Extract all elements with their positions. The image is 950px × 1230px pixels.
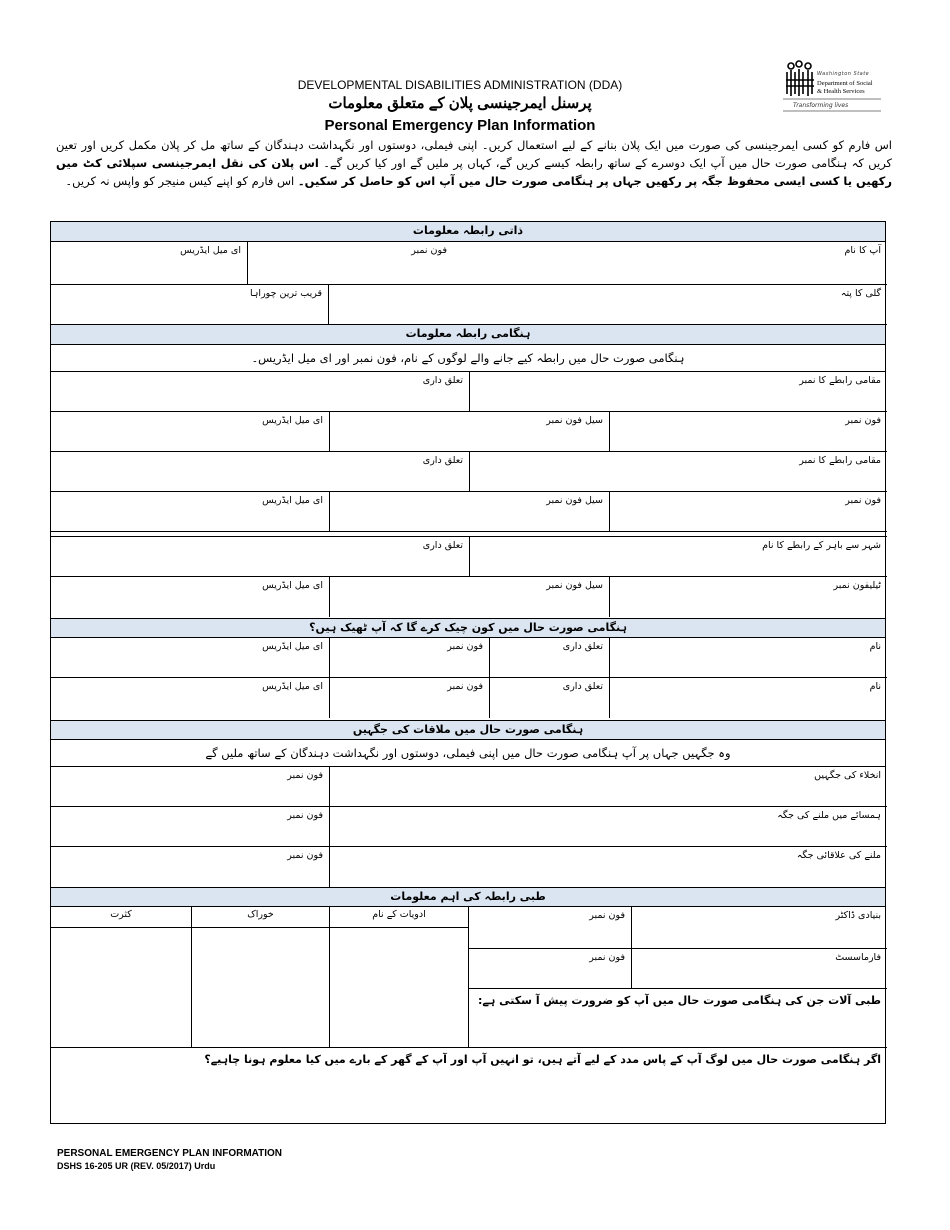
personal-section-header xyxy=(51,222,885,242)
neighborhood-label: ہمسائے میں ملنے کی جگہ xyxy=(777,810,881,821)
relationship-label: تعلق داری xyxy=(562,641,603,652)
personal-section-title: ذاتی رابطہ معلومات xyxy=(412,224,524,237)
email-label: ای میل ایڈریس xyxy=(180,245,241,256)
name-label: نام xyxy=(869,681,881,692)
relationship-label: تعلق داری xyxy=(422,375,463,386)
local-contact-label: مقامی رابطے کا نمبر xyxy=(799,455,881,466)
email-label: ای میل ایڈریس xyxy=(262,641,323,652)
doctor-phone-field[interactable] xyxy=(469,907,631,949)
phone-1-field[interactable] xyxy=(609,412,887,452)
telephone-label: ٹیلیفون نمبر xyxy=(833,580,881,591)
pharmacist-label: فارماسسٹ xyxy=(835,952,881,963)
email-2-field[interactable] xyxy=(51,492,329,532)
emergency-contacts-header xyxy=(51,325,885,345)
phone-field[interactable] xyxy=(247,242,453,285)
email-label: ای میل ایڈریس xyxy=(262,495,323,506)
meeting-places-header xyxy=(51,720,885,740)
medication-name-column[interactable] xyxy=(329,907,469,1047)
helpers-label: اگر ہنگامی صورت حال میں لوگ آپ کے پاس مدد کے لیے آتے ہیں، تو انہیں آپ اور آپ کے گھر کے بارے میں کیا معلوم ہونا چاہیے؟ xyxy=(204,1053,881,1066)
regional-place-field[interactable] xyxy=(329,847,887,887)
page-title-english: Personal Emergency Plan Information xyxy=(324,117,596,134)
emergency-contacts-subtitle: ہنگامی صورت حال میں رابطہ کیے جانے والے لوگوں کے نام، فون نمبر اور ای میل ایڈریس۔ xyxy=(51,345,885,372)
intro-paragraph xyxy=(56,136,892,190)
relationship-3-field[interactable] xyxy=(51,537,469,577)
local-contact-1-field[interactable] xyxy=(469,372,887,412)
medical-title: طبی رابطہ کی اہم معلومات xyxy=(390,890,546,903)
out-of-town-label: شہر سے باہر کے رابطے کا نام xyxy=(762,540,881,551)
meeting-places-title: ہنگامی صورت حال میں ملاقات کی جگہیں xyxy=(352,723,584,736)
checker-1-email-field[interactable] xyxy=(51,638,329,678)
telephone-3-field[interactable] xyxy=(609,577,887,617)
phone-label: فون نمبر xyxy=(447,641,483,652)
checker-1-name-field[interactable] xyxy=(609,638,887,678)
address-field[interactable] xyxy=(329,285,887,325)
name-label: نام xyxy=(869,641,881,652)
checker-1-relationship-field[interactable] xyxy=(489,638,609,678)
footer-form-number: DSHS 16-205 UR (REV. 05/2017) Urdu xyxy=(57,1161,216,1171)
regional-label: ملنے کی علاقائی جگہ xyxy=(796,850,881,861)
evacuation-phone-field[interactable] xyxy=(51,767,329,807)
local-contact-2-field[interactable] xyxy=(469,452,887,492)
intro-text-3: اس فارم کو اپنے کیس منیجر کو واپس نہ کریں۔ xyxy=(65,174,295,188)
local-contact-label: مقامی رابطے کا نمبر xyxy=(799,375,881,386)
name-field[interactable] xyxy=(453,242,887,285)
relationship-1-field[interactable] xyxy=(51,372,469,412)
logo-dept-line1: Department of Social xyxy=(817,80,873,87)
phone-label: فون نمبر xyxy=(287,850,323,861)
regional-phone-field[interactable] xyxy=(51,847,329,887)
meeting-places-subtitle: وہ جگہیں جہاں پر آپ ہنگامی صورت حال میں اپنی فیملی، دوستوں اور نگہداشت دہندگان کے ساتھ ملیں گے xyxy=(51,740,885,767)
phone-label: فون نمبر xyxy=(411,245,447,256)
email-1-field[interactable] xyxy=(51,412,329,452)
intro-text-1: اس فارم کو کسی ایمرجینسی کی صورت میں ایک پلان بنانے کے لیے استعمال کریں۔ اپنی فیملی، دوستوں اور نگہداشت دہندگان کے ساتھ مل کر پلان مکمل کریں اور تعین کریں کہ ہنگامی صورت حال میں آپ ایک دوسرے کے ساتھ رابطہ کیسے کریں گے، کہاں پر ملیں گے اور کیا کریں گے۔ xyxy=(56,138,893,170)
helpers-info-field[interactable] xyxy=(51,1047,887,1125)
name-label: آپ کا نام xyxy=(844,245,881,256)
cell-3-field[interactable] xyxy=(329,577,609,617)
dose-label: خوراک xyxy=(247,909,274,920)
relationship-label: تعلق داری xyxy=(562,681,603,692)
frequency-column[interactable] xyxy=(51,907,191,1047)
equipment-label: طبی آلات جن کی ہنگامی صورت حال میں آپ کو ضرورت پیش آ سکتی ہے: xyxy=(478,994,881,1007)
doctor-field[interactable] xyxy=(631,907,887,949)
neighborhood-phone-field[interactable] xyxy=(51,807,329,847)
agency-name: DEVELOPMENTAL DISABILITIES ADMINISTRATION (DDA) xyxy=(297,78,623,92)
logo-dept-line2: & Health Services xyxy=(817,88,865,95)
email-label: ای میل ایڈریس xyxy=(262,681,323,692)
emergency-contacts-title: ہنگامی رابطہ معلومات xyxy=(405,327,531,340)
phone-label: فون نمبر xyxy=(287,810,323,821)
page-title-urdu: پرسنل ایمرجینسی پلان کے متعلق معلومات xyxy=(328,95,592,112)
cell-label: سیل فون نمبر xyxy=(546,415,603,426)
cell-1-field[interactable] xyxy=(329,412,609,452)
checker-2-email-field[interactable] xyxy=(51,678,329,718)
checker-2-name-field[interactable] xyxy=(609,678,887,718)
phone-label: فون نمبر xyxy=(845,495,881,506)
phone-2-field[interactable] xyxy=(609,492,887,532)
email-label: ای میل ایڈریس xyxy=(262,580,323,591)
email-field[interactable] xyxy=(51,242,247,285)
out-of-town-contact-field[interactable] xyxy=(469,537,887,577)
cell-label: سیل فون نمبر xyxy=(546,495,603,506)
doctor-label: بنیادی ڈاکٹر xyxy=(835,910,881,921)
relationship-2-field[interactable] xyxy=(51,452,469,492)
med-name-label: ادویات کے نام xyxy=(372,909,426,920)
checker-2-relationship-field[interactable] xyxy=(489,678,609,718)
cross-street-field[interactable] xyxy=(51,285,329,325)
dose-column[interactable] xyxy=(191,907,329,1047)
checker-1-phone-field[interactable] xyxy=(329,638,489,678)
frequency-label: کثرت xyxy=(110,909,132,920)
logo-tagline: Transforming lives xyxy=(793,102,849,109)
checker-2-phone-field[interactable] xyxy=(329,678,489,718)
relationship-label: تعلق داری xyxy=(422,540,463,551)
relationship-label: تعلق داری xyxy=(422,455,463,466)
neighborhood-place-field[interactable] xyxy=(329,807,887,847)
pharmacist-field[interactable] xyxy=(631,949,887,989)
email-3-field[interactable] xyxy=(51,577,329,617)
cell-label: سیل فون نمبر xyxy=(546,580,603,591)
check-on-header xyxy=(51,618,885,638)
check-on-title: ہنگامی صورت حال میں کون چیک کرے گا کہ آپ ٹھیک ہیں؟ xyxy=(309,621,627,634)
address-label: گلی کا پتہ xyxy=(840,288,881,299)
phone-label: فون نمبر xyxy=(845,415,881,426)
evacuation-label: انخلاء کی جگہیں xyxy=(814,770,881,781)
emergency-plan-form xyxy=(50,221,886,1124)
pharmacist-phone-field[interactable] xyxy=(469,949,631,989)
logo-state-text: Washington State xyxy=(817,71,870,77)
phone-label: فون نمبر xyxy=(447,681,483,692)
medical-header xyxy=(51,887,885,907)
phone-label: فون نمبر xyxy=(589,910,625,921)
intro-text-bold: اس پلان کی نقل ایمرجینسی سپلائی کٹ میں رکھیں یا کسی ایسی محفوظ جگہ پر رکھیں جہاں پر ہنگامی صورت حال میں آپ اس کو حاصل کر سکیں۔ xyxy=(56,156,892,188)
phone-label: فون نمبر xyxy=(589,952,625,963)
cell-2-field[interactable] xyxy=(329,492,609,532)
medical-equipment-field[interactable] xyxy=(469,989,887,1047)
cross-street-label: قریب ترین چوراہا xyxy=(249,288,322,299)
footer-form-title: PERSONAL EMERGENCY PLAN INFORMATION xyxy=(57,1148,283,1159)
email-label: ای میل ایڈریس xyxy=(262,415,323,426)
phone-label: فون نمبر xyxy=(287,770,323,781)
evacuation-place-field[interactable] xyxy=(329,767,887,807)
